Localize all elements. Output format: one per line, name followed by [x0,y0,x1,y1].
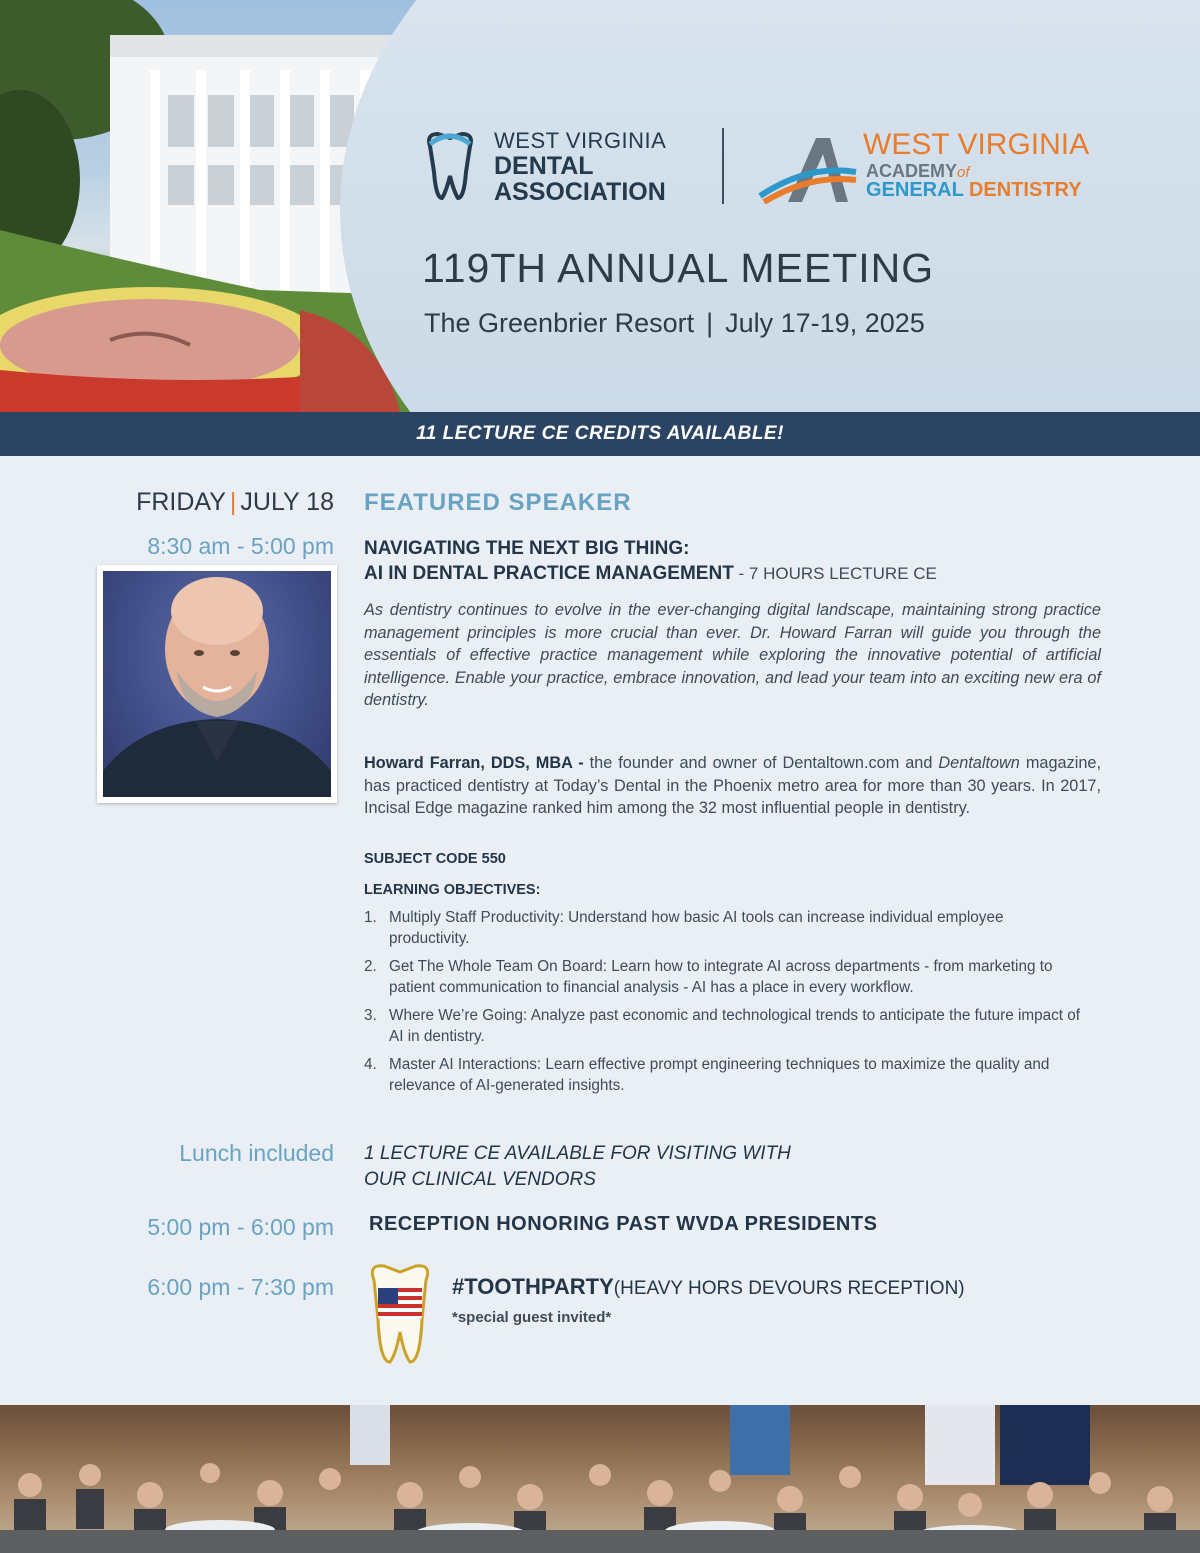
wvagd-logo [758,128,1108,208]
flag-tooth-icon [364,1262,436,1366]
session1-title: NAVIGATING THE NEXT BIG THING: AI IN DENTAL PRACTICE MANAGEMENT - 7 HOURS LECTURE CE [364,538,937,584]
wvda-logo [422,128,712,208]
wvda-logo-line2: DENTAL [494,152,594,180]
tooth-icon [422,132,478,202]
list-item: 2. Get The Whole Team On Board: Learn how to integrate AI across departments - from marketing to patient communication to financial analysis - AI has a place in every workflow. [364,958,1053,996]
session1-description: As dentistry continues to evolve in the ever-changing digital landscape, maintaining strong practice management principles is more crucial than ever. Dr. Howard Farran will guide you through the essentials of effective practice management while exploring the innovative potential of artificial intelligence. Enable your practice, embrace innovation, and lead your team into an exciting new era of dentistry. [364,601,1101,709]
lunch-label: Lunch included [179,1140,334,1166]
meeting-subtitle [424,308,925,339]
header [0,0,1200,412]
academy-a-icon [758,134,858,204]
reception-time: 5:00 pm - 6:00 pm [147,1214,334,1240]
speaker-photo [97,565,337,803]
list-item: 1. Multiply Staff Productivity: Understand how basic AI tools can increase individual employee productivity. [364,909,1004,947]
day-heading: FRIDAY | JULY 18 [136,488,334,516]
list-item: 3. Where We’re Going: Analyze past economic and technological trends to anticipate the future impact of AI in dentistry. [364,1007,1081,1045]
separator: | [706,308,714,338]
venue: The Greenbrier Resort [424,308,695,338]
toothparty-title: #TOOTHPARTY(HEAVY HORS DEVOURS RECEPTION) [452,1274,965,1299]
wvagd-logo-line2: ACADEMYof [866,161,970,181]
session1-time: 8:30 am - 5:00 pm [147,533,334,559]
ce-credits-banner: 11 LECTURE CE CREDITS AVAILABLE! [0,412,1200,456]
wvda-logo-line1: WEST VIRGINIA [494,128,667,153]
lunch-ce-text: 1 LECTURE CE AVAILABLE FOR VISITING WITH OUR CLINICAL VENDORS [364,1143,791,1190]
footer-bar [0,1530,1200,1553]
special-guest-note: *special guest invited* [452,1309,612,1326]
list-item: 4. Master AI Interactions: Learn effective prompt engineering techniques to maximize the quality and relevance of AI-generated insights. [364,1056,1050,1094]
wvagd-logo-line1: WEST VIRGINIA [863,128,1090,161]
reception-title: RECEPTION HONORING PAST WVDA PRESIDENTS [369,1213,878,1235]
learning-objectives-list [364,907,1084,1103]
wvda-logo-line3: ASSOCIATION [494,178,666,206]
subject-code: SUBJECT CODE 550 [364,851,506,867]
session1-ce: - 7 HOURS LECTURE CE [733,564,937,583]
toothparty-time: 6:00 pm - 7:30 pm [147,1274,334,1300]
logo-divider [722,128,724,204]
wvagd-logo-line3: GENERAL DENTISTRY [866,179,1082,201]
meeting-title: 119TH ANNUAL MEETING [422,245,935,291]
speaker-bio: Howard Farran, DDS, MBA - the founder and owner of Dentaltown.com and Dentaltown magazine, has practiced dentistry at Today’s Dental in the Phoenix metro area for more than 30 years. In 2017, Incisal Edge magazine ranked him among the 32 most influential people in dentistry. [364,754,1101,817]
featured-speaker-heading: FEATURED SPEAKER [364,489,632,516]
meeting-dates: July 17-19, 2025 [725,308,925,338]
learning-objectives-heading: LEARNING OBJECTIVES: [364,882,541,898]
